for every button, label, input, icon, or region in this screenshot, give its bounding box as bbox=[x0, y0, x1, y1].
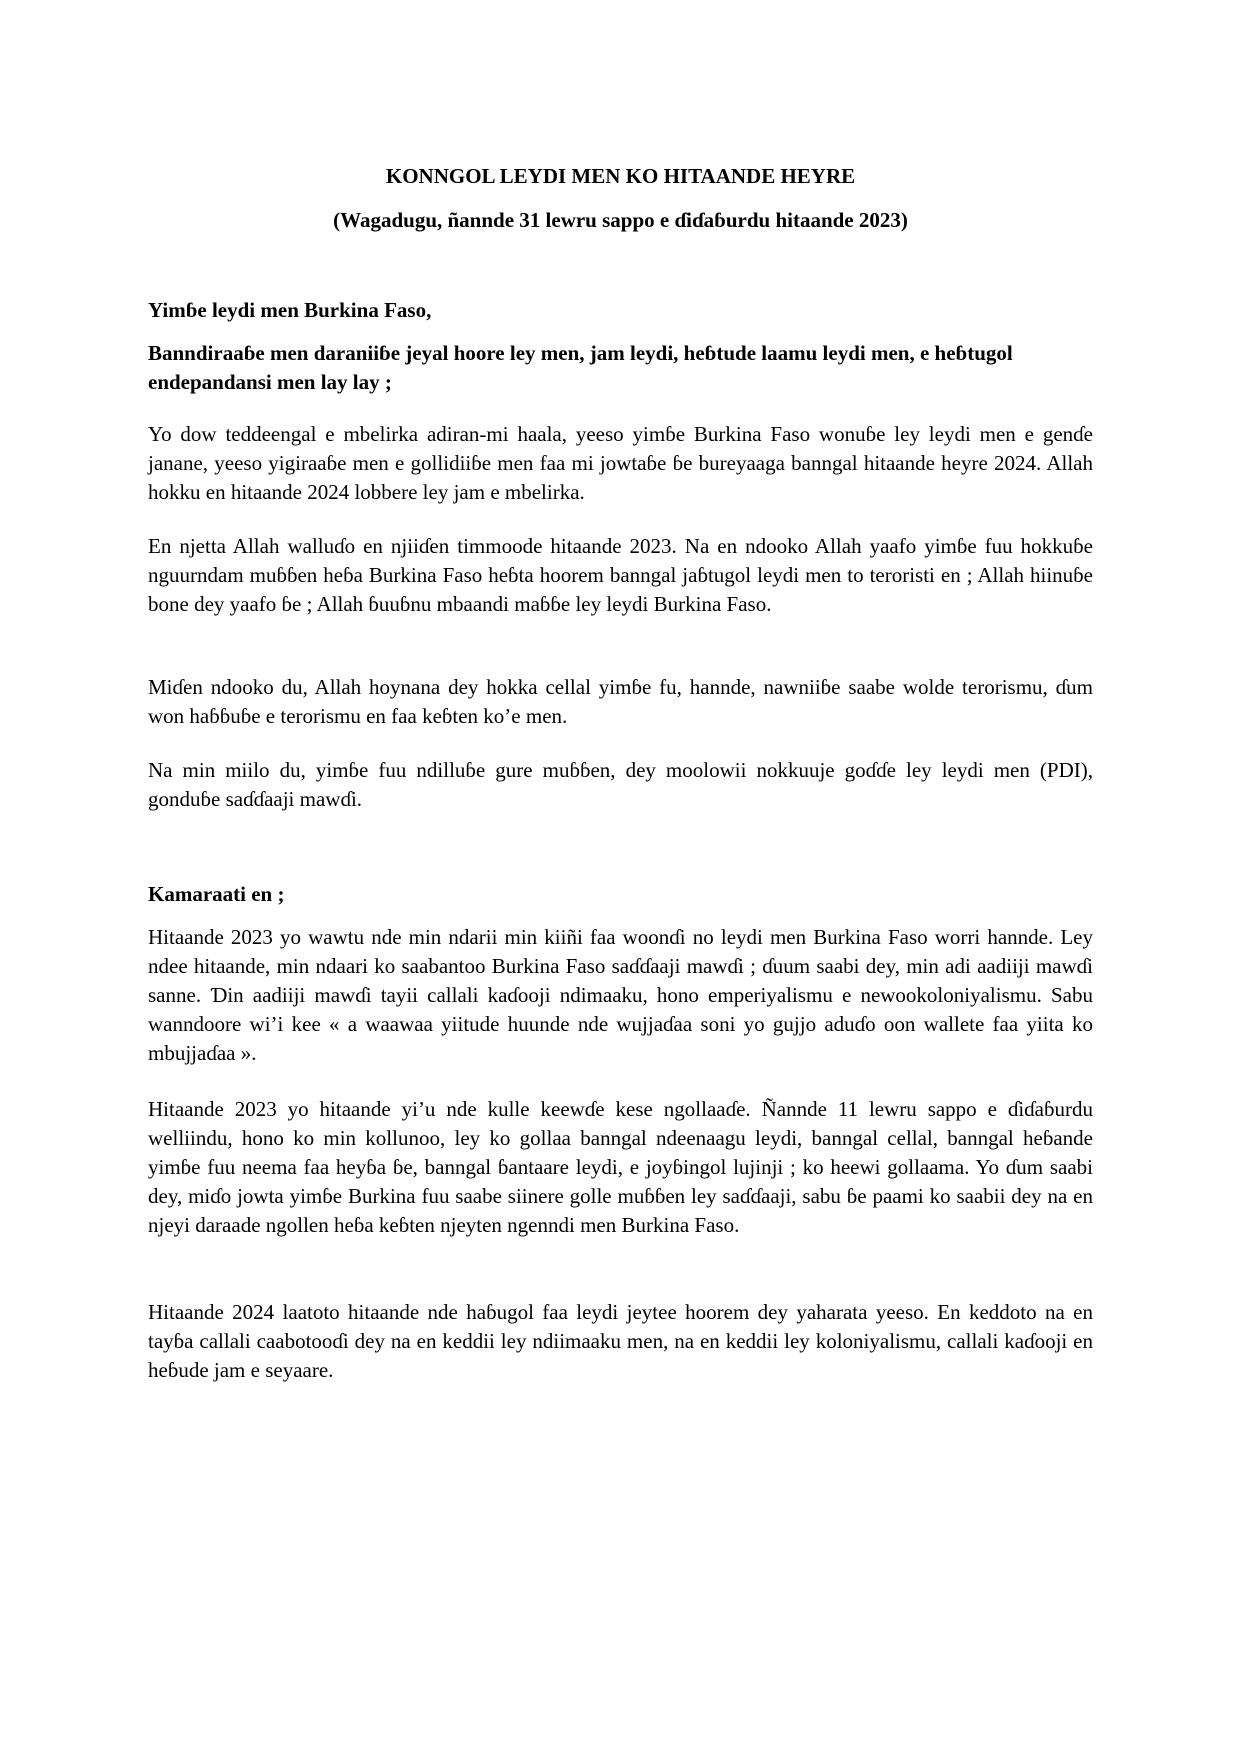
paragraph-year-2024-outlook: Hitaande 2024 laatoto hitaande nde haɓugol faa leydi jeytee hoorem dey yaharata yeeso. En keddoto na en tayɓa callali caabotooɗi dey na en keddii ley ndiimaaku men, na en keddii ley koloniyalismu, callali kaɗooji en heɓude jam e seyaare. bbox=[148, 1300, 1093, 1382]
paragraph-prayers-for-injured: Miɗen ndooko du, Allah hoynana dey hokka cellal yimɓe fu, hannde, nawniiɓe saabe wolde terorismu, ɗum won haɓɓuɓe e terorismu en faa keɓten ko’e men. bbox=[148, 675, 1093, 728]
paragraph-thanks-to-god: En njetta Allah walluɗo en njiiɗen timmoode hitaande 2023. Na en ndooko Allah yaafo yimɓe fuu hokkuɓe nguurndam muɓɓen heɓa Burkina Faso heɓta hoorem banngal jaɓtugol leydi men to teroristi en ; Allah hiinuɓe bone dey yaafo ɓe ; Allah ɓuuɓnu mbaandi maɓɓe ley leydi Burkina Faso. bbox=[148, 534, 1093, 616]
salutation-people: Yimɓe leydi men Burkina Faso, bbox=[148, 298, 432, 322]
document-title: KONNGOL LEYDI MEN KO HITAANDE HEYRE bbox=[385, 164, 856, 188]
salutation-kamaraati: Kamaraati en ; bbox=[148, 882, 285, 906]
paragraph-achievements: Hitaande 2023 yo hitaande yi’u nde kulle keewɗe kese ngollaaɗe. Ñannde 11 lewru sappo e ɗiɗaɓurdu welliindu, hono ko min kollunoo, ley ko gollaa banngal ndeenaagu leydi, banngal cellal, banngal heɓande yimɓe fuu neema faa heyɓa ɓe, banngal ɓantaare leydi, e joyɓingol lujinji ; ko heewi gollaama. Yo ɗum saabi dey, miɗo jowta yimɓe Burkina fuu saabe siinere golle muɓɓen ley saɗɗaaji, sabu ɓe paami ko saabii dey na en njeyi daraade ngollen heɓa keɓten njeyten ngenndi men Burkina Faso. bbox=[148, 1097, 1093, 1237]
paragraph-displaced-persons: Na min miilo du, yimɓe fuu ndilluɓe gure muɓɓen, dey moolowii nokkuuje goɗɗe ley leydi men (PDI), gonduɓe saɗɗaaji mawɗi. bbox=[148, 758, 1093, 811]
paragraph-new-year-wishes: Yo dow teddeengal e mbelirka adiran-mi haala, yeeso yimɓe Burkina Faso wonuɓe ley leydi men e genɗe janane, yeeso yigiraaɓe men e gollidiiɓe men faa mi jowtaɓe ɓe bureyaaga banngal hitaande heyre 2024. Allah hokku en hitaande 2024 lobbere ley jam e mbelirka. bbox=[148, 422, 1093, 504]
salutation-comrades-intro: Banndiraaɓe men daraniiɓe jeyal hoore ley men, jam leydi, heɓtude laamu leydi men, e heɓtugol endepandansi men lay lay ; bbox=[148, 341, 1013, 394]
paragraph-year-2023-review: Hitaande 2023 yo wawtu nde min ndarii min kiiñi faa woonɗi no leydi men Burkina Faso worri hannde. Ley ndee hitaande, min ndaari ko saabantoo Burkina Faso saɗɗaaji mawɗi ; ɗuum saabi dey, min adi aadiiji mawɗi sanne. Ɗin aadiiji mawɗi tayii callali kaɗooji ndimaaku, hono emperiyalismu e newookoloniyalismu. Sabu wanndoore wi’i kee « a waawaa yiitude huunde nde wujjaɗaa soni yo gujjo aduɗo oon wallete faa yiita ko mbujjaɗaa ». bbox=[148, 925, 1093, 1065]
document-subtitle: (Wagadugu, ñannde 31 lewru sappo e ɗiɗaɓurdu hitaande 2023) bbox=[333, 208, 908, 232]
